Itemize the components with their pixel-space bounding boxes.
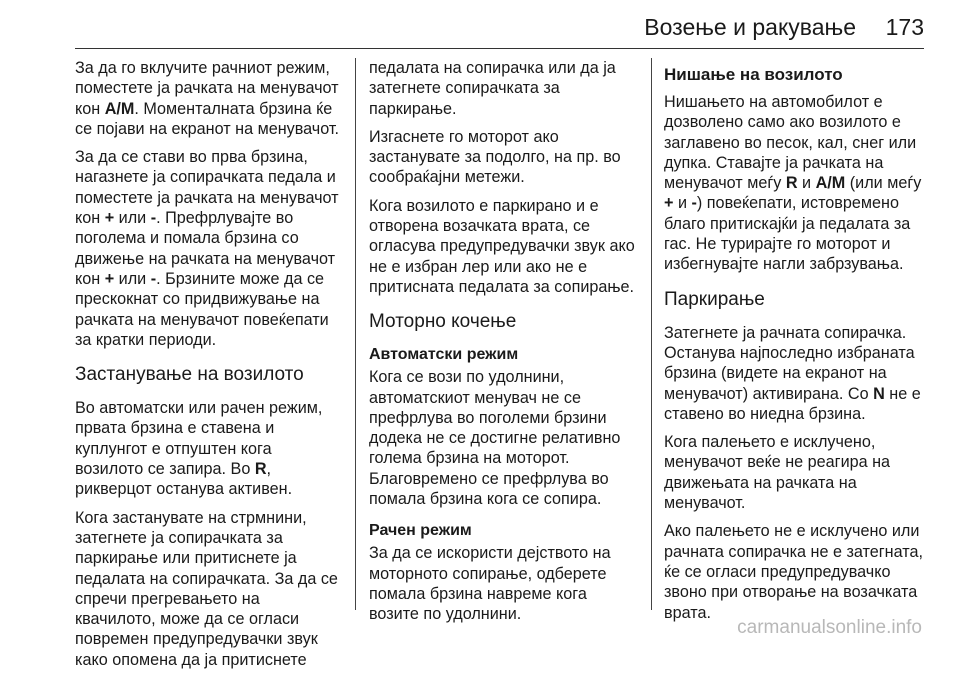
text-column-3 bbox=[664, 58, 936, 631]
plus-symbol: + bbox=[104, 269, 115, 288]
page-header bbox=[0, 0, 960, 50]
subheading-manual-mode: Рачен режим bbox=[369, 522, 472, 540]
paragraph-slopes: Кога застанувате на стрмнини, затегнете ја сопирачката за паркирање или притиснете ја педалата на сопирачката. За да се спречи прегревањето на квачилото, може да се огласи повремен предупредувачки звук како опомена да ја притиснете bbox=[75, 508, 338, 669]
heading-engine-braking: Моторно кочење bbox=[369, 311, 517, 333]
page-number: 173 bbox=[885, 14, 924, 40]
neutral-symbol: N bbox=[873, 384, 885, 403]
minus-symbol: - bbox=[691, 194, 697, 213]
text-column-2 bbox=[369, 58, 643, 633]
paragraph-engine-off: Изгаснете го моторот ако застанувате за подолго, на пр. во сообраќајни метежи. bbox=[369, 127, 621, 187]
paragraph-stop-reverse: Во автоматски или рачен режим, првата брзина е ставена и куплунгот е отпуштен кога возилото се запира. Во R, рикверцот останува активен. bbox=[75, 399, 323, 499]
text-column-1 bbox=[75, 58, 347, 678]
column-divider-1 bbox=[355, 58, 356, 610]
reverse-symbol: R bbox=[254, 460, 267, 479]
column-divider-2 bbox=[651, 58, 652, 610]
paragraph-warning-chime: Ако палењето не е исклучено или рачната сопирачка не е затегната, ќе се огласи предупредувачко звоно при отворање на возачката врата. bbox=[664, 522, 923, 622]
subheading-automatic-mode: Автоматски режим bbox=[369, 346, 519, 364]
am-symbol: A/M bbox=[104, 99, 135, 118]
page-title: Возење и ракување bbox=[644, 14, 856, 40]
minus-symbol: - bbox=[150, 209, 157, 228]
paragraph-continued: педалата на сопирачка или да ја затегнете сопирачката за паркирање. bbox=[369, 59, 616, 118]
paragraph-manual-braking: За да се искористи дејството на моторното сопирање, одберете помала брзина навреме кога возите по удолнини. bbox=[369, 544, 611, 624]
paragraph-manual-mode: За да го вклучите рачниот режим, поместете ја рачката на менувачот кон A/M. Моменталната брзина ќе се појави на екранот на менувачот. bbox=[75, 59, 339, 138]
paragraph-parking: Затегнете ја рачната сопирачка. Останува најпоследно избраната брзина (видете на екранот на менувачот) активирана. Со N не е ставено во ниедна брзина. bbox=[664, 323, 921, 423]
paragraph-ignition-off: Кога палењето е исклучено, менувачот веќе не реагира на движењата на рачката на менувачот. bbox=[664, 433, 891, 513]
am-symbol: A/M bbox=[815, 174, 846, 193]
plus-symbol: + bbox=[104, 209, 115, 228]
paragraph-door-warning: Кога возилото е паркирано и е отворена возачката врата, се огласува предупредувачки звук ако не е избран лер или ако не е притисната педалата за сопирање. bbox=[369, 196, 635, 296]
plus-symbol: + bbox=[664, 194, 674, 213]
heading-parking: Паркирање bbox=[664, 288, 765, 310]
heading-rocking-vehicle: Нишање на возилото bbox=[664, 65, 843, 84]
paragraph-first-gear: За да се стави во прва брзина, нагазнете ја сопирачката педала и поместете ја рачката на менувачот кон + или -. Префрлувајте во поголема и помала брзина со движење на рачката на менувачот кон + или -. Брзините може да се прескокнат со придвижување на рачката на менувачот повеќепати за кратки периоди. bbox=[75, 148, 339, 349]
header-divider bbox=[75, 48, 924, 49]
reverse-symbol: R bbox=[785, 174, 798, 193]
paragraph-rocking: Нишањето на автомобилот е дозволено само ако возилото е заглавено во песок, кал, снег или дупка. Ставајте ја рачката на менувачот меѓу R и A/M (или меѓу + и -) повеќепати, истовремено благо притискајќи ја педалата за гас. Не турирајте го моторот и избегнувајте нагли забрзувања. bbox=[664, 93, 922, 274]
heading-stopping-vehicle: Застанување на возилото bbox=[75, 364, 304, 386]
minus-symbol: - bbox=[150, 269, 157, 288]
paragraph-automatic-mode: Кога се вози по удолнини, автоматскиот менувач не се префрлува во поголеми брзини додека не се достигне релативно голема брзина на моторот. Благовремено се префрлува во помала брзина кога се сопира. bbox=[369, 368, 621, 509]
watermark: carmanualsonline.info bbox=[737, 617, 922, 638]
